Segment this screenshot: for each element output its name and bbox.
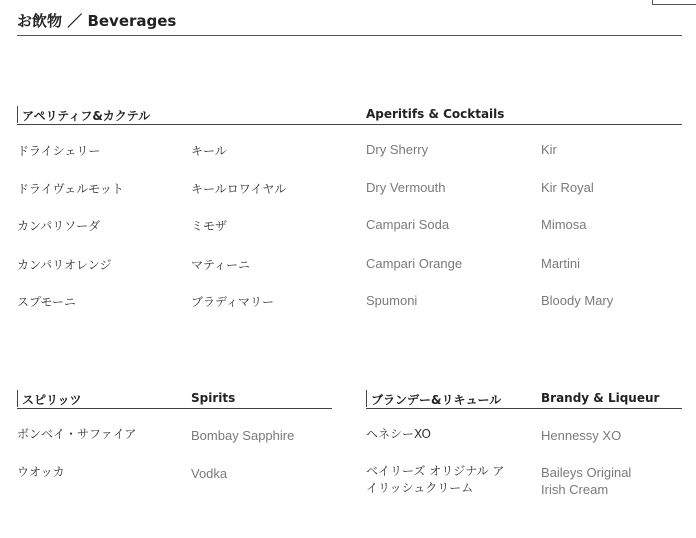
menu-item-en: Mimosa — [541, 217, 587, 232]
page-title: お飲物 ／ Beverages — [17, 12, 177, 30]
menu-item-jp: カンパリオレンジ — [17, 258, 112, 272]
menu-item-en: Campari Soda — [366, 217, 450, 232]
brandy-heading-jp: ブランデー&リキュール — [371, 393, 502, 407]
section-marker — [17, 106, 18, 123]
menu-item-en: Hennessy XO — [541, 428, 622, 443]
menu-item-jp: ドライヴェルモット — [17, 182, 124, 196]
section-marker — [17, 390, 18, 407]
menu-item-en: Bombay Sapphire — [191, 428, 295, 443]
menu-item-jp: ベイリーズ オリジナル アイリッシュクリーム — [366, 464, 505, 495]
menu-item-jp: ヘネシーXO — [366, 427, 431, 441]
menu-item-en: Dry Vermouth — [366, 180, 446, 195]
spirits-rule — [17, 408, 332, 409]
menu-item-jp: マティーニ — [191, 258, 251, 272]
menu-item-jp: ドライシェリー — [17, 144, 101, 158]
menu-item-en: Vodka — [191, 466, 228, 481]
corner-frame — [652, 0, 696, 5]
aperitifs-heading-jp: アペリティフ&カクテル — [22, 109, 151, 123]
title-divider — [17, 35, 682, 36]
menu-item-en: Dry Sherry — [366, 142, 429, 157]
section-marker — [366, 390, 367, 407]
menu-item-jp: スプモーニ — [17, 295, 77, 309]
menu-item-jp: キールロワイヤル — [191, 182, 287, 196]
menu-item-en: Campari Orange — [366, 256, 463, 271]
aperitifs-rule — [17, 124, 682, 125]
menu-item-en: Kir Royal — [541, 180, 594, 195]
spirits-heading-en: Spirits — [191, 391, 236, 405]
aperitifs-heading-en: Aperitifs & Cocktails — [366, 107, 505, 121]
menu-item-en: Martini — [541, 256, 581, 271]
menu-item-jp: ボンベイ・サファイア — [17, 427, 137, 441]
menu-item-en: Spumoni — [366, 293, 418, 308]
spirits-heading-jp: スピリッツ — [22, 393, 82, 407]
menu-item-jp: ブラディマリー — [191, 295, 275, 309]
menu-item-jp: キール — [191, 144, 227, 158]
menu-item-jp: ミモザ — [191, 219, 228, 233]
menu-item-en: Bloody Mary — [541, 293, 614, 308]
menu-item-en: Baileys Original Irish Cream — [541, 465, 632, 497]
brandy-heading-en: Brandy & Liqueur — [541, 391, 660, 405]
menu-item-jp: カンパリソーダ — [17, 219, 101, 233]
brandy-rule — [366, 408, 682, 409]
menu-item-jp: ウオッカ — [17, 465, 65, 479]
menu-item-en: Kir — [541, 142, 557, 157]
